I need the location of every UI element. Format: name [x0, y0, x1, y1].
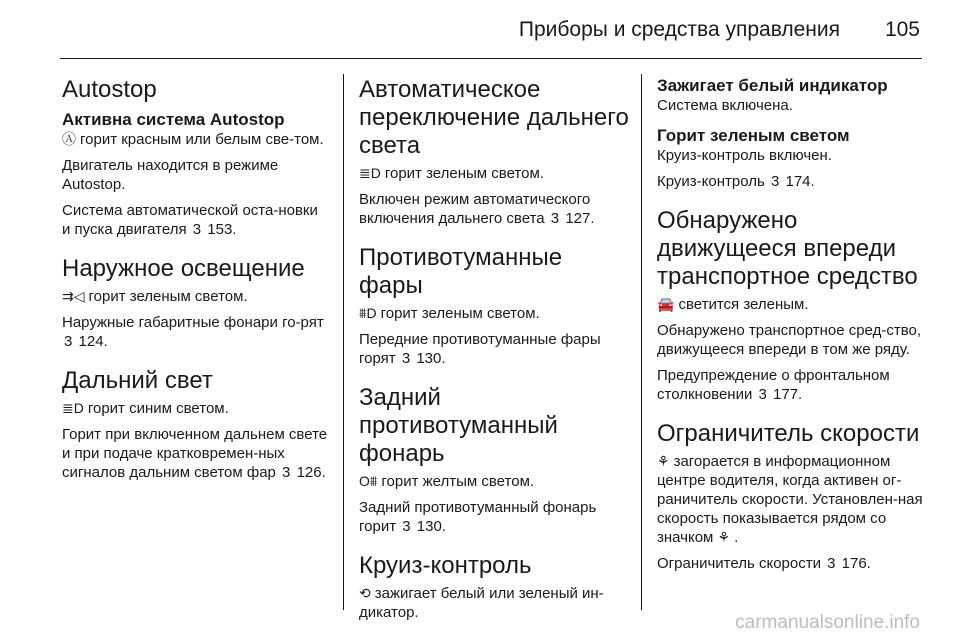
autostop-p2: Двигатель находится в режиме Autostop. [62, 157, 279, 193]
rear-fog-ref[interactable]: 130. [416, 518, 446, 535]
watermark: carmanualsonline.info [735, 612, 920, 633]
auto-switch-p1: ≣D горит зеленым светом. [359, 165, 544, 182]
reference-arrow-icon: 3 [550, 210, 560, 227]
high-beam-p2: Горит при включенном дальнем свете и при подаче кратковремен-ных сигналов дальним светом фар 3 126. [62, 426, 328, 481]
header-title: Приборы и средства управления [518, 18, 840, 41]
speed-p1: ⚘ загорается в информационном центре водителя, когда активен ог-раничитель скорости. Установлен-ная скорость показывается рядом со значком ⚘ . [657, 453, 923, 546]
reference-arrow-icon: 3 [192, 221, 202, 238]
reference-arrow-icon: 3 [282, 464, 291, 481]
auto-high-beam-title: Автоматическое переключение дальнего света [359, 76, 629, 159]
page-number: 105 [884, 18, 920, 41]
autostop-p1: Ⓐ горит красным или белым све-том. [62, 131, 324, 148]
front-fog-p2: Передние противотуманные фары горят 3 130. [359, 331, 601, 367]
rear-fog-icon: O⩩ [359, 473, 378, 489]
green-indicator-subtitle: Горит зеленым светом [657, 126, 850, 145]
autostop-subtitle: Активна система Autostop [62, 110, 285, 129]
vehicle-ref[interactable]: 177. [773, 386, 803, 403]
rear-fog-title: Задний противотуманный фонарь [359, 384, 558, 467]
rear-fog-p2: Задний противотуманный фонарь горит 3 130. [359, 499, 597, 535]
front-fog-icon: ⩩D [359, 305, 377, 321]
exterior-p1: ⇉◁ горит зеленым светом. [62, 288, 248, 305]
column-3 [657, 76, 929, 580]
green-p2: Круиз-контроль 3 174. [657, 173, 815, 190]
cruise-control-icon: ⟲ [359, 585, 371, 601]
rear-fog-p1: O⩩ горит желтым светом. [359, 473, 535, 490]
front-fog-ref[interactable]: 130. [416, 350, 446, 367]
reference-arrow-icon: 3 [827, 555, 836, 572]
vehicle-p2: Обнаружено транспортное сред-ство, движущееся впереди в том же ряду. [657, 322, 922, 358]
reference-arrow-icon: 3 [770, 173, 780, 190]
auto-switch-p2: Включен режим автоматического включения дальнего света 3 127. [359, 191, 595, 227]
column-divider-1 [343, 74, 344, 610]
vehicle-p1: 🚘 светится зеленым. [657, 296, 809, 313]
reference-arrow-icon: 3 [758, 386, 767, 403]
green-p1: Круиз-контроль включен. [657, 147, 832, 164]
vehicle-p3: Предупреждение о фронтальном столкновении 3 177. [657, 367, 890, 403]
autostop-p3: Система автоматической оста-новки и пуска двигателя 3 153. [62, 202, 318, 238]
vehicle-ahead-icon: 🚘 [657, 296, 675, 312]
high-beam-p1: ≣D горит синим светом. [62, 400, 229, 417]
reference-arrow-icon: 3 [401, 350, 411, 367]
reference-arrow-icon: 3 [402, 518, 411, 535]
header-rule [60, 58, 922, 59]
high-beam-ref[interactable]: 126. [296, 464, 326, 481]
speed-p2: Ограничитель скорости 3 176. [657, 555, 871, 572]
high-beam-title: Дальний свет [62, 367, 213, 394]
autostop-ref[interactable]: 153. [207, 221, 237, 238]
speed-limiter-title: Ограничитель скорости [657, 420, 920, 447]
front-fog-p1: ⩩D горит зеленым светом. [359, 305, 540, 322]
front-fog-title: Противотуманные фары [359, 244, 563, 299]
column-1 [62, 76, 328, 489]
autostop-title: Autostop [62, 76, 157, 103]
white-p: Система включена. [657, 97, 793, 114]
speed-limiter-icon: ⚘ [717, 529, 731, 545]
white-indicator-subtitle: Зажигает белый индикатор [657, 76, 888, 95]
speed-limiter-icon: ⚘ [657, 453, 670, 469]
vehicle-ahead-title: Обнаружено движущееся впереди транспортное средство [657, 207, 918, 290]
autostop-icon: Ⓐ [62, 131, 76, 147]
exterior-p2: Наружные габаритные фонари го-рят 3 124. [62, 314, 324, 350]
exterior-lights-title: Наружное освещение [62, 255, 305, 282]
column-2 [359, 76, 631, 629]
page-header [0, 0, 960, 58]
cruise-control-title: Круиз-контроль [359, 552, 532, 579]
speed-ref[interactable]: 176. [841, 555, 871, 572]
auto-high-beam-icon: ≣D [359, 165, 381, 181]
green-ref[interactable]: 174. [785, 173, 815, 190]
high-beam-icon: ≣D [62, 400, 84, 416]
auto-switch-ref[interactable]: 127. [565, 210, 595, 227]
reference-arrow-icon: 3 [64, 333, 73, 350]
column-divider-2 [641, 74, 642, 610]
cruise-p1: ⟲ зажигает белый или зеленый ин-дикатор. [359, 585, 604, 621]
exterior-ref[interactable]: 124. [78, 333, 108, 350]
parking-lights-icon: ⇉◁ [62, 288, 85, 304]
